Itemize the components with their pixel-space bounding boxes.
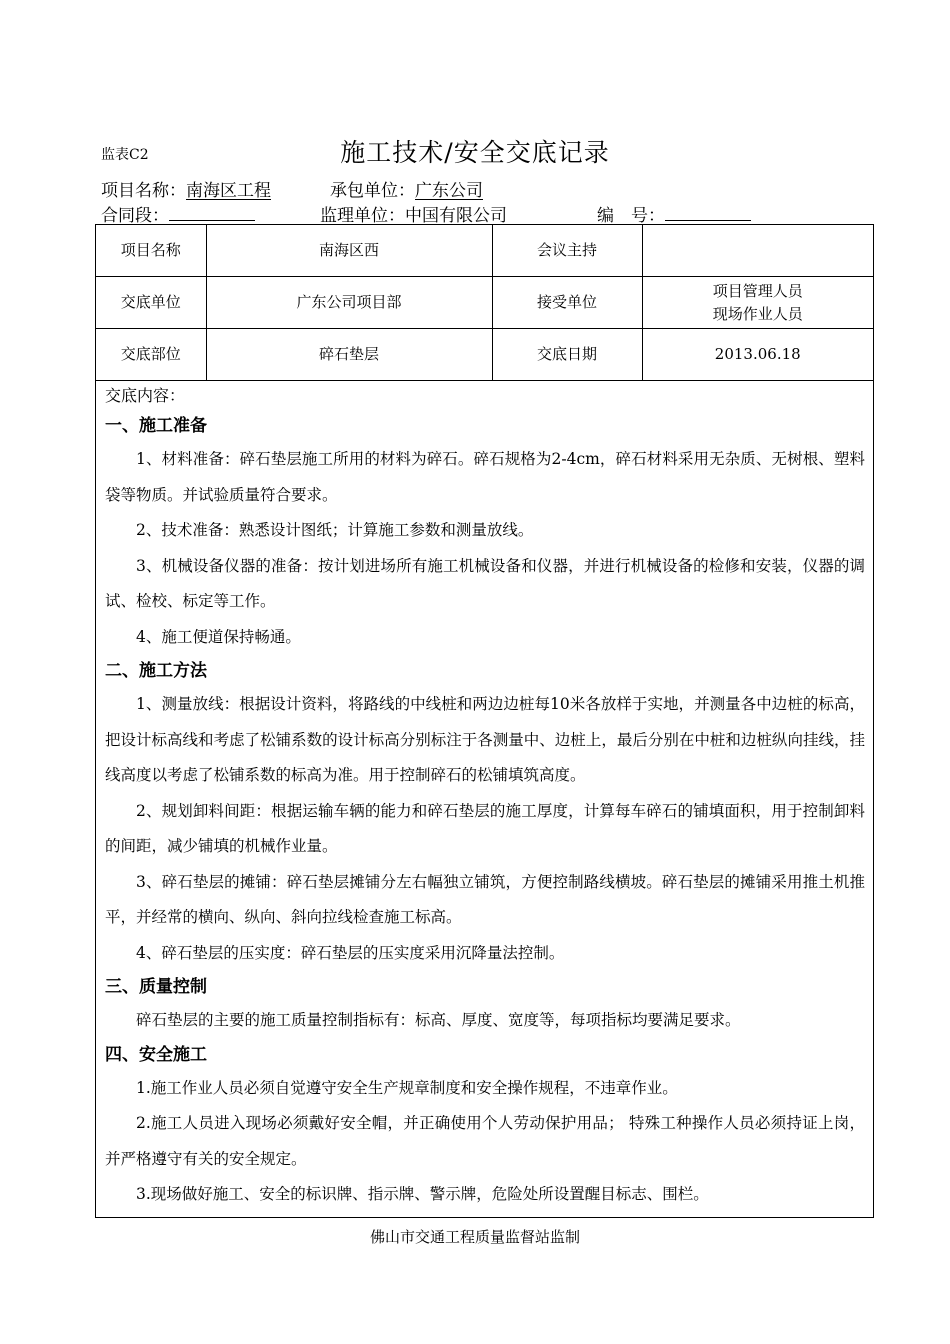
section-heading: 三、质量控制 [105, 977, 207, 997]
contractor-value: 广东公司 [415, 181, 483, 201]
briefing-content [96, 380, 873, 1213]
supervisor-value: 中国有限公司 [405, 206, 507, 226]
info-table [96, 225, 873, 381]
paragraph: 4、施工便道保持畅通。 [136, 627, 301, 646]
info-value [642, 277, 873, 329]
section-heading: 一、施工准备 [105, 416, 207, 436]
number-field [597, 201, 751, 226]
paragraph: 1、测量放线：根据设计资料，将路线的中线桩和两边边桩每10米各放样于实地，并测量各中边桩的标高，把设计标高线和考虑了松铺系数的设计标高分别标注于各测量中、边桩上，最后分别在中桩和边桩纵向挂线，挂线高度以考虑了松铺系数的标高为准。用于控制碎石的松铺填筑高度。 [105, 695, 865, 784]
receiver-line: 现场作业人员 [712, 304, 803, 323]
info-key: 项目名称 [96, 225, 206, 277]
info-key: 会议主持 [492, 225, 642, 277]
paragraph: 3.现场做好施工、安全的标识牌、指示牌、警示牌，危险处所设置醒目标志、围栏。 [136, 1185, 709, 1203]
info-row [96, 225, 873, 277]
form-code: 监表C2 [101, 147, 149, 163]
document-title: 施工技术/安全交底记录 [340, 138, 610, 167]
contract-section-blank [169, 204, 255, 221]
receiver-line: 项目管理人员 [712, 281, 803, 300]
paragraph: 3、机械设备仪器的准备：按计划进场所有施工机械设备和仪器，并进行机械设备的检修和安装，仪器的调试、检校、标定等工作。 [105, 556, 865, 610]
paragraph: 2.施工人员进入现场必须戴好安全帽，并正确使用个人劳动保护用品； 特殊工种操作人员必须持证上岗，并严格遵守有关的安全规定。 [105, 1114, 865, 1168]
supervisor-label: 监理单位： [320, 206, 405, 226]
info-value: 2013.06.18 [642, 329, 873, 381]
project-name-value: 南海区工程 [186, 181, 271, 201]
footer-note: 佛山市交通工程质量监督站监制 [369, 1228, 580, 1246]
contract-section-field [101, 201, 255, 226]
info-key: 接受单位 [492, 277, 642, 329]
paragraph: 碎石垫层的主要的施工质量控制指标有：标高、厚度、宽度等，每项指标均要满足要求。 [136, 1011, 741, 1029]
paragraph: 2、规划卸料间距：根据运输车辆的能力和碎石垫层的施工厚度，计算每车碎石的铺填面积，用于控制卸料的间距，减少铺填的机械作业量。 [105, 801, 865, 855]
info-value: 广东公司项目部 [206, 277, 492, 329]
info-row [96, 329, 873, 381]
info-value: 南海区西 [206, 225, 492, 277]
contractor-field [330, 176, 483, 201]
info-key: 交底单位 [96, 277, 206, 329]
paragraph: 1.施工作业人员必须自觉遵守安全生产规章制度和安全操作规程，不违章作业。 [136, 1078, 678, 1097]
info-key: 交底部位 [96, 329, 206, 381]
supervisor-field [320, 201, 507, 226]
section-heading: 四、安全施工 [105, 1044, 207, 1065]
info-row [96, 277, 873, 329]
number-label: 编 号： [597, 206, 665, 226]
section-heading: 二、施工方法 [105, 661, 207, 681]
info-value: 碎石垫层 [206, 329, 492, 381]
info-key: 交底日期 [492, 329, 642, 381]
paragraph: 1、材料准备：碎石垫层施工所用的材料为碎石。碎石规格为2-4cm，碎石材料采用无杂质、无树根、塑料袋等物质。并试验质量符合要求。 [105, 450, 865, 504]
project-name-label: 项目名称： [101, 181, 186, 201]
info-value [642, 225, 873, 277]
content-lead: 交底内容： [105, 386, 186, 405]
contract-section-label: 合同段： [101, 206, 169, 226]
number-blank [665, 204, 751, 221]
contractor-label: 承包单位： [330, 181, 415, 201]
paragraph: 3、碎石垫层的摊铺：碎石垫层摊铺分左右幅独立铺筑，方便控制路线横坡。碎石垫层的摊铺采用推土机推平，并经常的横向、纵向、斜向拉线检查施工标高。 [105, 872, 865, 926]
record-frame [95, 224, 874, 1218]
paragraph: 2、技术准备：熟悉设计图纸；计算施工参数和测量放线。 [136, 521, 534, 539]
project-name-field [101, 176, 271, 201]
paragraph: 4、碎石垫层的压实度：碎石垫层的压实度采用沉降量法控制。 [136, 943, 565, 962]
